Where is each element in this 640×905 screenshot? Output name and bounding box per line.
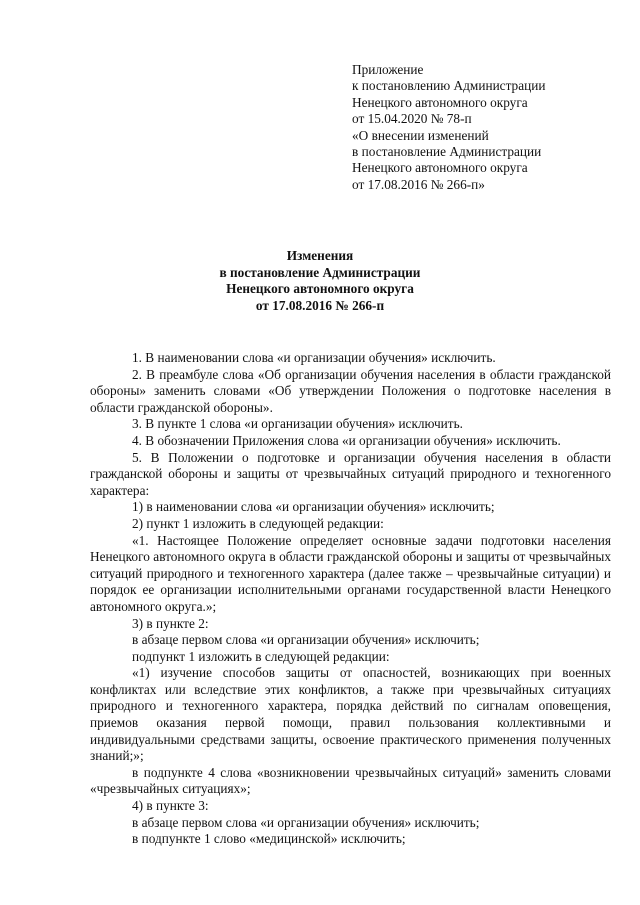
paragraph: «1) изучение способов защиты от опасностей, возникающих при военных конфликтах или вследствие этих конфликтов, а также при чрезвычайных ситуациях природного и техногенного характера, порядка действий по сигналам оповещения, приемов оказания первой помощи, правил пользования коллективными и индивидуальными средствами защиты, освоение практического применения полученных знаний;»; [90, 665, 611, 764]
appendix-line: «О внесении изменений [352, 127, 489, 143]
appendix-line: в постановление Администрации [352, 144, 542, 160]
document-body [90, 350, 611, 848]
title-line: Ненецкого автономного округа [226, 281, 414, 297]
appendix-line: от 15.04.2020 № 78-п [352, 111, 472, 127]
appendix-line: к постановлению Администрации [352, 78, 546, 94]
title-line: в постановление Администрации [219, 264, 421, 280]
title-line: Изменения [286, 248, 354, 263]
paragraph: в подпункте 4 слова «возникновении чрезвычайных ситуаций» заменить словами «чрезвычайных ситуациях»; [90, 764, 611, 797]
paragraph: 1) в наименовании слова «и организации обучения» исключить; [132, 499, 495, 515]
paragraph: подпункт 1 изложить в следующей редакции: [132, 648, 390, 664]
title-line: от 17.08.2016 № 266-п [255, 297, 385, 313]
paragraph: «1. Настоящее Положение определяет основные задачи подготовки населения Ненецкого автономного округа в области гражданской обороны и защиты от чрезвычайных ситуаций природного и техногенного характера (далее также – чрезвычайные ситуации) и порядок ее организации исполнительными органами государственной власти Ненецкого автономного округа.»; [90, 532, 611, 614]
paragraph: в абзаце первом слова «и организации обучения» исключить; [132, 814, 480, 830]
paragraph: 5. В Положении о подготовке и организации обучения населения в области гражданской обороны и защиты от чрезвычайных ситуаций природного и техногенного характера: [90, 449, 611, 498]
appendix-line: Приложение [352, 62, 424, 77]
paragraph: 4. В обозначении Приложения слова «и организации обучения» исключить. [132, 432, 561, 448]
appendix-line: Ненецкого автономного округа [352, 160, 528, 176]
paragraph: 1. В наименовании слова «и организации обучения» исключить. [132, 350, 496, 365]
appendix-header [352, 62, 612, 193]
paragraph: 2) пункт 1 изложить в следующей редакции: [132, 515, 384, 531]
document-title [90, 248, 550, 314]
paragraph: в абзаце первом слова «и организации обучения» исключить; [132, 632, 480, 648]
paragraph: в подпункте 1 слово «медицинской» исключить; [132, 831, 406, 847]
paragraph: 3. В пункте 1 слова «и организации обучения» исключить. [132, 416, 463, 432]
appendix-line: от 17.08.2016 № 266-п» [352, 176, 485, 192]
paragraph: 2. В преамбуле слова «Об организации обучения населения в области гражданской обороны» заменить словами «Об утверждении Положения о подготовке населения в области гражданской обороны». [90, 366, 611, 415]
paragraph: 3) в пункте 2: [132, 615, 209, 631]
appendix-line: Ненецкого автономного округа [352, 94, 528, 110]
paragraph: 4) в пункте 3: [132, 798, 209, 814]
